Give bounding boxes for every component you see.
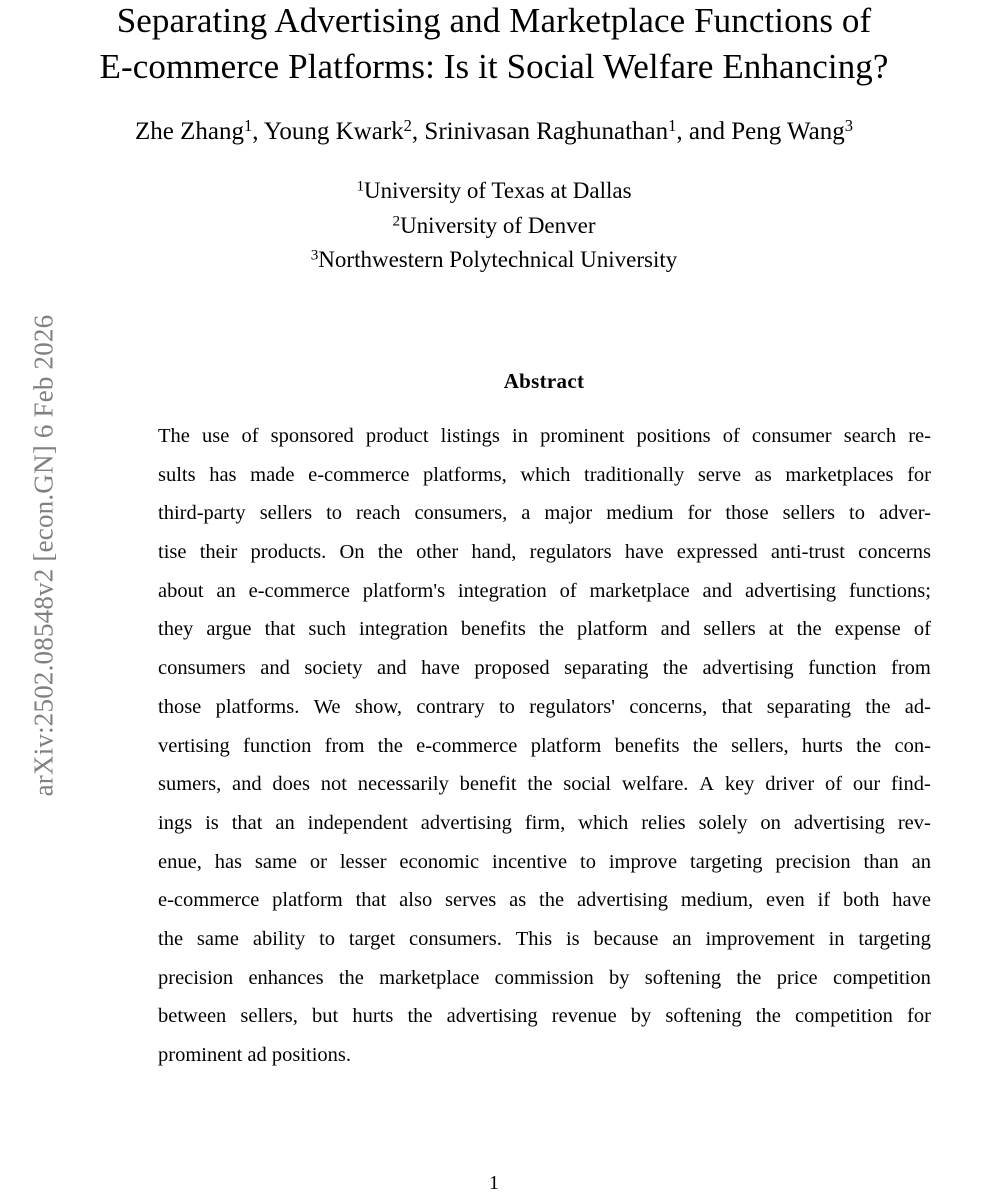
abstract-word: if: [817, 889, 831, 912]
abstract-word: marketplaces: [785, 463, 894, 486]
abstract-word: sellers: [782, 502, 836, 525]
abstract-word: softening: [665, 1005, 742, 1028]
abstract-word: show,: [354, 695, 402, 718]
abstract-word: that: [721, 695, 753, 718]
abstract-word: an: [216, 579, 236, 602]
abstract-word: the: [736, 966, 762, 989]
abstract-word: made: [250, 463, 295, 486]
abstract-word: but: [312, 1005, 339, 1028]
abstract-word: the: [158, 927, 184, 950]
abstract-word: the: [377, 541, 403, 564]
abstract-word: an: [275, 811, 295, 834]
abstract-word: does: [272, 773, 310, 796]
abstract-word: price: [776, 966, 818, 989]
abstract-word: platforms.: [215, 695, 300, 718]
abstract-word: serves: [445, 889, 497, 912]
abstract-word: the: [796, 618, 822, 641]
abstract-word: by: [630, 1005, 652, 1028]
abstract-word: of: [913, 618, 931, 641]
abstract-word: that: [355, 889, 387, 912]
abstract-word: relies: [641, 811, 686, 834]
abstract-word: anti-trust: [770, 541, 845, 564]
abstract-word: from: [324, 734, 365, 757]
abstract-word: precision: [158, 966, 234, 989]
abstract-word: sumers,: [158, 773, 222, 796]
author-affiliation-marker-2: 2: [403, 115, 412, 135]
abstract-word: advertising: [702, 657, 794, 680]
abstract-word: necessarily: [357, 773, 449, 796]
abstract-word: and: [377, 657, 407, 680]
affiliation-name-2: University of Denver: [400, 212, 596, 238]
abstract-word: welfare.: [621, 773, 689, 796]
abstract-word: than: [863, 850, 899, 873]
affiliation-marker-3: 3: [310, 246, 319, 264]
abstract-word: of: [722, 425, 740, 447]
abstract-word: society: [304, 657, 363, 680]
affiliation-marker-1: 1: [356, 177, 365, 195]
abstract-word: expense: [834, 618, 901, 641]
abstract-word: because: [593, 927, 659, 950]
abstract-word: separating: [564, 657, 649, 680]
abstract-word: an: [672, 927, 692, 950]
abstract-word: and: [660, 618, 691, 641]
abstract-word: platform: [272, 889, 343, 912]
abstract-word: major: [544, 502, 593, 525]
abstract-word: traditionally: [584, 463, 685, 486]
abstract-word: revenue: [551, 1005, 617, 1028]
abstract-word: products.: [250, 541, 327, 564]
abstract-word: is: [205, 811, 219, 834]
abstract-word: driver: [765, 773, 815, 796]
abstract-word: rev-: [897, 811, 931, 834]
abstract-word: to: [498, 695, 515, 718]
abstract-word: of: [241, 425, 259, 447]
abstract-word: the: [538, 618, 564, 641]
abstract-word: platform's: [362, 579, 446, 602]
abstract-word: improve: [608, 850, 678, 873]
abstract-word: also: [399, 889, 433, 912]
abstract-word: concerns: [858, 541, 931, 564]
abstract-line: [158, 494, 931, 533]
abstract-word: positions: [636, 425, 711, 447]
affiliation-item-2: [94, 209, 894, 244]
abstract-word: integration: [359, 618, 448, 641]
abstract-line: [158, 688, 931, 727]
author-name-4: Peng Wang: [731, 118, 845, 145]
affiliation-name-1: University of Texas at Dallas: [364, 178, 632, 203]
abstract-word: targeting: [858, 927, 931, 950]
abstract-word: medium: [606, 502, 674, 525]
abstract-word: regulators': [529, 695, 615, 718]
abstract-word: marketplace: [589, 579, 690, 602]
abstract-word: consumers,: [414, 502, 508, 525]
abstract-word: contrary: [416, 695, 485, 718]
abstract-word: at: [768, 618, 784, 641]
abstract-word: for: [907, 463, 931, 486]
abstract-word: platform: [530, 734, 602, 757]
abstract-word: between: [158, 1005, 227, 1028]
abstract-word: to: [849, 502, 865, 525]
abstract-word: reach: [356, 502, 401, 525]
abstract-word: ings: [158, 811, 193, 834]
abstract-word: have: [892, 889, 931, 912]
author-separator-1: ,: [252, 118, 264, 145]
abstract-word: This: [515, 927, 553, 950]
affiliation-name-3: Northwestern Polytechnical University: [318, 247, 678, 272]
abstract-word: e-commerce: [416, 734, 518, 757]
abstract-word: lesser: [339, 850, 387, 873]
abstract-word: third-party: [158, 502, 246, 525]
abstract-word: has: [209, 463, 237, 486]
abstract-word: the: [377, 734, 403, 757]
abstract-word: same: [196, 927, 240, 950]
abstract-word: the: [338, 966, 364, 989]
abstract-line: [158, 572, 931, 611]
abstract-word: our: [852, 773, 881, 796]
abstract-word: as: [754, 463, 772, 486]
abstract-word: enue,: [158, 850, 202, 873]
abstract-word: hurts: [352, 1005, 394, 1028]
abstract-heading: Abstract: [503, 369, 585, 393]
title-line-2: E-commerce Platforms: Is it Social Welfare Enhancing?: [99, 47, 889, 86]
abstract-line: [158, 959, 931, 998]
abstract-line: [158, 804, 931, 843]
abstract-word: to: [326, 502, 343, 525]
affiliation-list: [94, 174, 894, 278]
abstract-word: have: [624, 541, 664, 564]
abstract-word: sellers: [703, 618, 756, 641]
abstract-word: On: [339, 541, 365, 564]
abstract-word: incentive: [492, 850, 568, 873]
abstract-word: proposed: [474, 657, 550, 680]
abstract-body: [158, 417, 931, 1075]
abstract-line: [158, 881, 931, 920]
abstract-word: about: [158, 579, 204, 602]
abstract-line: [158, 456, 931, 495]
affiliation-marker-2: 2: [392, 211, 401, 229]
abstract-line: [158, 843, 931, 882]
abstract-word: sponsored: [270, 425, 354, 447]
abstract-line: [158, 610, 931, 649]
abstract-word: on: [760, 811, 781, 834]
abstract-word: the: [662, 657, 688, 680]
abstract-word: e-commerce: [308, 463, 410, 486]
abstract-word: the: [856, 734, 882, 757]
abstract-word: benefits: [614, 734, 680, 757]
abstract-word: to: [580, 850, 596, 873]
abstract-word: that: [231, 811, 263, 834]
abstract-line: [158, 765, 931, 804]
abstract-word: not: [320, 773, 347, 796]
abstract-word: for: [907, 1005, 931, 1028]
abstract-word: targeting: [690, 850, 763, 873]
abstract-word: the: [755, 1005, 781, 1028]
abstract-word: economic: [399, 850, 480, 873]
abstract-word: which: [520, 463, 571, 486]
abstract-word: an: [911, 850, 931, 873]
abstract-word: regulators: [529, 541, 612, 564]
abstract-word: competition: [794, 1005, 893, 1028]
abstract-word: benefits: [460, 618, 526, 641]
abstract-word: even: [766, 889, 805, 912]
abstract-word: e-commerce: [248, 579, 350, 602]
abstract-word: both: [842, 889, 880, 912]
abstract-word: advertising: [745, 579, 837, 602]
abstract-word: consumers: [158, 657, 246, 680]
abstract-word: advertising: [446, 1005, 538, 1028]
page-number: 1: [489, 1172, 499, 1194]
abstract-word: vertising: [158, 734, 230, 757]
abstract-word: for: [687, 502, 712, 525]
abstract-word: advertising: [420, 811, 512, 834]
abstract-word: has: [214, 850, 243, 873]
abstract-word: independent: [307, 811, 408, 834]
abstract-word: of: [824, 773, 843, 796]
abstract-word: separating: [766, 695, 852, 718]
abstract-line: [158, 997, 931, 1036]
abstract-line: [158, 920, 931, 959]
author-affiliation-marker-3: 1: [668, 115, 677, 135]
abstract-word: the: [527, 773, 553, 796]
abstract-word: target: [348, 927, 396, 950]
abstract-word: sellers: [259, 502, 313, 525]
abstract-word: use: [202, 425, 230, 447]
abstract-word: adver-: [879, 502, 931, 525]
abstract-word: commission: [494, 966, 594, 989]
affiliation-item-3: [94, 243, 894, 278]
abstract-word: listings: [440, 425, 500, 447]
abstract-word: function: [243, 734, 312, 757]
abstract-word: that: [264, 618, 296, 641]
abstract-word: competition: [832, 966, 931, 989]
abstract-word: enhances: [248, 966, 324, 989]
abstract-word: their: [199, 541, 238, 564]
abstract-word: advertising: [576, 889, 669, 912]
abstract-word: solely: [698, 811, 748, 834]
abstract-word: the: [692, 734, 718, 757]
abstract-word: firm,: [524, 811, 566, 834]
abstract-word: functions;: [848, 579, 931, 602]
abstract-word: concerns,: [629, 695, 708, 718]
abstract-word: con-: [894, 734, 931, 757]
abstract-word: tise: [158, 541, 187, 564]
abstract-word: platforms,: [423, 463, 507, 486]
abstract-word: a: [521, 502, 531, 525]
abstract-word: e-commerce: [158, 889, 260, 912]
abstract-word: the: [865, 695, 891, 718]
abstract-word: the: [407, 1005, 433, 1028]
abstract-word: sellers,: [240, 1005, 298, 1028]
abstract-word: have: [421, 657, 460, 680]
abstract-word: The: [158, 425, 190, 447]
abstract-word: the: [539, 889, 565, 912]
abstract-word: precision: [775, 850, 851, 873]
author-name-3: Srinivasan Raghunathan: [424, 118, 669, 145]
abstract-word: softening: [644, 966, 722, 989]
abstract-word: re-: [908, 425, 931, 447]
abstract-word: A: [699, 773, 715, 796]
abstract-word: in: [828, 927, 845, 950]
arxiv-stamp: arXiv:2502.08548v2 [econ.GN] 6 Feb 2026: [28, 314, 59, 797]
abstract-word: sults: [158, 463, 196, 486]
abstract-word: search: [843, 425, 897, 447]
author-conjunction: and: [688, 118, 725, 145]
abstract-word: function: [808, 657, 877, 680]
abstract-word: improvement: [705, 927, 815, 950]
abstract-line: [158, 727, 931, 766]
abstract-word: and: [702, 579, 733, 602]
abstract-word: benefit: [459, 773, 517, 796]
abstract-word: or: [309, 850, 327, 873]
abstract-word: of: [559, 579, 577, 602]
abstract-word: those: [158, 695, 202, 718]
abstract-word: integration: [457, 579, 547, 602]
abstract-word: and: [260, 657, 290, 680]
abstract-word: consumer: [751, 425, 832, 447]
abstract-word: same: [254, 850, 298, 873]
abstract-word: which: [578, 811, 629, 834]
author-name-2: Young Kwark: [263, 118, 404, 145]
abstract-word: expressed: [676, 541, 758, 564]
abstract-word: product: [365, 425, 429, 447]
abstract-word: by: [609, 966, 630, 989]
abstract-word: medium,: [680, 889, 754, 912]
abstract-line: [158, 417, 931, 456]
abstract-word: to: [319, 927, 336, 950]
abstract-word: consumers.: [409, 927, 502, 950]
abstract-word: social: [563, 773, 612, 796]
abstract-word: in: [512, 425, 528, 447]
abstract-word: argue: [206, 618, 252, 641]
author-list: [94, 116, 894, 148]
abstract-word: they: [158, 618, 194, 641]
author-separator-2: ,: [411, 118, 425, 145]
abstract-word: sellers,: [731, 734, 789, 757]
abstract-word: serve: [697, 463, 742, 486]
abstract-word: as: [509, 889, 527, 912]
abstract-word: advertising: [793, 811, 885, 834]
abstract-word: is: [565, 927, 580, 950]
abstract-word: from: [891, 657, 931, 680]
abstract-line: [158, 533, 931, 572]
author-name-1: Zhe Zhang: [135, 118, 244, 145]
affiliation-item-1: [94, 174, 894, 209]
author-separator-3: ,: [676, 118, 689, 145]
abstract-word: hand,: [471, 541, 517, 564]
author-affiliation-marker-4: 3: [844, 115, 853, 135]
abstract-word: and: [232, 773, 262, 796]
abstract-word: find-: [890, 773, 931, 796]
author-affiliation-marker-1: 1: [244, 115, 253, 135]
abstract-word: marketplace: [379, 966, 480, 989]
page-title: [94, 0, 894, 90]
abstract-word: other: [416, 541, 459, 564]
abstract-word: hurts: [801, 734, 843, 757]
abstract-word: We: [313, 695, 341, 718]
abstract-word: platform: [576, 618, 648, 641]
abstract-word: ad-: [904, 695, 931, 718]
abstract-word: ability: [252, 927, 306, 950]
abstract-word: those: [725, 502, 769, 525]
abstract-line: [158, 649, 931, 688]
abstract-word: prominent: [540, 425, 625, 447]
abstract-word: such: [308, 618, 346, 641]
abstract-line: prominent ad positions.: [158, 1044, 352, 1066]
abstract-word: key: [724, 773, 755, 796]
title-line-1: Separating Advertising and Marketplace Functions of: [116, 1, 872, 40]
